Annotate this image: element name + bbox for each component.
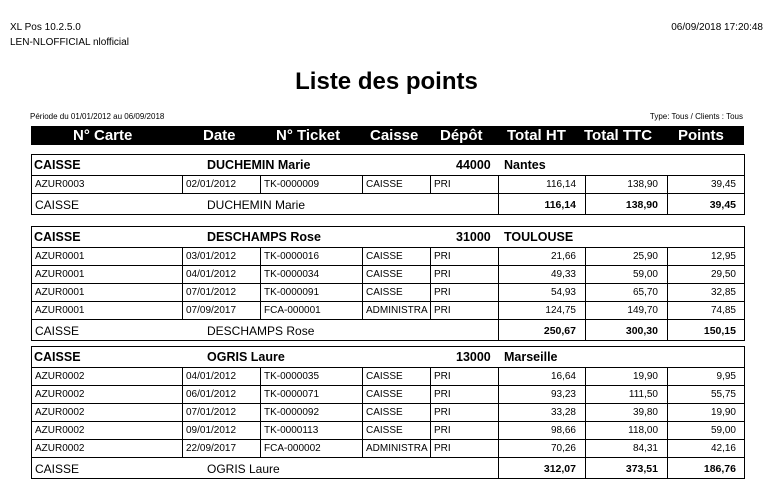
group-total-row [32, 194, 744, 214]
group-header [32, 347, 744, 368]
total-client-name: DESCHAMPS Rose [207, 324, 315, 338]
table-cell: 07/09/2017 [186, 305, 237, 316]
column-header: Total TTC [584, 127, 653, 144]
cell-divider [430, 284, 431, 301]
total-ht: 116,14 [544, 199, 576, 211]
total-ht: 250,67 [543, 325, 576, 337]
column-header: Dépôt [440, 127, 483, 144]
cell-divider [585, 302, 586, 319]
table-cell: CAISSE [366, 389, 403, 400]
column-header: N° Ticket [276, 127, 341, 144]
group-header [32, 155, 744, 176]
cell-divider [498, 320, 499, 340]
total-caisse-label: CAISSE [35, 462, 80, 476]
column-header: Points [678, 127, 724, 144]
print-datetime: 06/09/2018 17:20:48 [671, 22, 763, 33]
table-cell: 07/01/2012 [186, 407, 237, 418]
group-total-row [32, 320, 744, 340]
cell-divider [260, 440, 261, 457]
table-cell: 02/01/2012 [186, 179, 237, 190]
cell-divider [667, 386, 668, 403]
table-cell: 70,26 [550, 443, 576, 454]
table-cell: AZUR0001 [35, 251, 85, 262]
cell-divider [430, 422, 431, 439]
cell-divider [585, 386, 586, 403]
table-cell: TK-0000091 [264, 287, 320, 298]
group-caisse: CAISSE [34, 350, 81, 364]
cell-divider [362, 386, 363, 403]
cell-divider [362, 284, 363, 301]
table-row [32, 284, 744, 302]
table-cell: 22/09/2017 [186, 443, 237, 454]
table-cell: 04/01/2012 [186, 371, 237, 382]
cell-divider [362, 302, 363, 319]
group-postal-code: 13000 [456, 350, 491, 364]
total-points: 186,76 [703, 463, 736, 475]
table-row [32, 440, 744, 458]
cell-divider [585, 440, 586, 457]
column-header: Caisse [370, 127, 419, 144]
table-cell: 54,93 [550, 287, 576, 298]
column-header-bar [31, 126, 744, 145]
cell-divider [498, 458, 499, 478]
table-cell: 39,45 [710, 179, 736, 190]
cell-divider [667, 422, 668, 439]
report-filter: Type: Tous / Clients : Tous [649, 112, 743, 121]
table-cell: TK-0000034 [264, 269, 320, 280]
cell-divider [182, 284, 183, 301]
cell-divider [430, 386, 431, 403]
table-cell: 33,28 [550, 407, 576, 418]
table-cell: TK-0000035 [264, 371, 320, 382]
table-cell: AZUR0003 [35, 179, 85, 190]
group-city: Nantes [504, 158, 546, 172]
cell-divider [182, 422, 183, 439]
column-header: N° Carte [73, 127, 133, 144]
cell-divider [430, 266, 431, 283]
cell-divider [585, 266, 586, 283]
table-cell: 21,66 [550, 251, 576, 262]
cell-divider [430, 248, 431, 265]
group-city: TOULOUSE [504, 230, 574, 244]
table-cell: PRI [434, 269, 451, 280]
group-client-name: OGRIS Laure [207, 350, 285, 364]
table-row [32, 176, 744, 194]
cell-divider [362, 176, 363, 193]
group-header [32, 227, 744, 248]
total-ttc: 300,30 [625, 325, 658, 337]
cell-divider [667, 440, 668, 457]
user-line: LEN-NLOFFICIAL nlofficial [10, 37, 129, 48]
cell-divider [182, 266, 183, 283]
cell-divider [498, 302, 499, 319]
table-cell: CAISSE [366, 407, 403, 418]
table-cell: 19,90 [710, 407, 736, 418]
cell-divider [260, 404, 261, 421]
table-cell: CAISSE [366, 287, 403, 298]
cell-divider [430, 404, 431, 421]
cell-divider [430, 368, 431, 385]
cell-divider [585, 422, 586, 439]
cell-divider [498, 284, 499, 301]
table-row [32, 248, 744, 266]
table-cell: 124,75 [545, 305, 576, 316]
cell-divider [498, 176, 499, 193]
table-cell: AZUR0002 [35, 425, 85, 436]
table-cell: 116,14 [546, 179, 576, 190]
table-cell: 07/01/2012 [186, 287, 237, 298]
table-cell: AZUR0001 [35, 287, 85, 298]
cell-divider [182, 386, 183, 403]
cell-divider [498, 440, 499, 457]
cell-divider [498, 386, 499, 403]
cell-divider [182, 248, 183, 265]
table-cell: 74,85 [710, 305, 736, 316]
table-cell: 93,23 [550, 389, 576, 400]
cell-divider [498, 248, 499, 265]
table-cell: 16,64 [550, 371, 576, 382]
table-cell: TK-0000071 [264, 389, 320, 400]
cell-divider [498, 422, 499, 439]
table-cell: PRI [434, 371, 451, 382]
cell-divider [585, 194, 586, 214]
table-cell: CAISSE [366, 251, 403, 262]
cell-divider [362, 368, 363, 385]
column-header: Total HT [507, 127, 566, 144]
table-row [32, 404, 744, 422]
cell-divider [260, 176, 261, 193]
table-cell: CAISSE [366, 425, 403, 436]
table-cell: PRI [434, 251, 451, 262]
table-cell: AZUR0001 [35, 269, 85, 280]
table-cell: TK-0000113 [264, 425, 319, 436]
group-caisse: CAISSE [34, 230, 81, 244]
table-row [32, 386, 744, 404]
cell-divider [260, 248, 261, 265]
table-cell: PRI [434, 287, 451, 298]
cell-divider [362, 440, 363, 457]
table-cell: 42,16 [710, 443, 736, 454]
table-cell: 32,85 [710, 287, 736, 298]
cell-divider [585, 320, 586, 340]
table-cell: AZUR0002 [35, 407, 85, 418]
table-cell: PRI [434, 407, 451, 418]
cell-divider [430, 176, 431, 193]
group-caisse: CAISSE [34, 158, 81, 172]
table-row [32, 368, 744, 386]
table-cell: 111,50 [628, 389, 658, 400]
table-cell: 25,90 [632, 251, 658, 262]
cell-divider [430, 302, 431, 319]
cell-divider [498, 368, 499, 385]
cell-divider [667, 320, 668, 340]
table-cell: FCA-000001 [264, 305, 321, 316]
table-cell: ADMINISTRA [366, 305, 428, 316]
total-ttc: 373,51 [625, 463, 658, 475]
table-row [32, 266, 744, 284]
table-cell: 03/01/2012 [186, 251, 237, 262]
client-group [31, 346, 745, 479]
table-cell: 118,00 [628, 425, 658, 436]
cell-divider [430, 440, 431, 457]
cell-divider [498, 194, 499, 214]
cell-divider [585, 458, 586, 478]
table-row [32, 422, 744, 440]
total-points: 39,45 [709, 199, 736, 211]
cell-divider [585, 176, 586, 193]
table-cell: PRI [434, 179, 451, 190]
total-ttc: 138,90 [625, 199, 658, 211]
cell-divider [667, 284, 668, 301]
cell-divider [667, 176, 668, 193]
cell-divider [362, 404, 363, 421]
cell-divider [667, 404, 668, 421]
table-cell: 09/01/2012 [186, 425, 237, 436]
cell-divider [585, 368, 586, 385]
cell-divider [667, 368, 668, 385]
cell-divider [260, 284, 261, 301]
cell-divider [585, 248, 586, 265]
cell-divider [182, 368, 183, 385]
report-title: Liste des points [295, 68, 478, 95]
cell-divider [182, 404, 183, 421]
table-cell: AZUR0002 [35, 443, 85, 454]
cell-divider [260, 422, 261, 439]
table-cell: CAISSE [366, 179, 403, 190]
cell-divider [667, 248, 668, 265]
column-header: Date [203, 127, 236, 144]
table-cell: 138,90 [627, 179, 658, 190]
cell-divider [585, 404, 586, 421]
table-cell: 9,95 [716, 371, 736, 382]
group-postal-code: 44000 [456, 158, 491, 172]
total-caisse-label: CAISSE [35, 198, 80, 212]
cell-divider [667, 302, 668, 319]
cell-divider [362, 248, 363, 265]
report-period: Période du 01/01/2012 au 06/09/2018 [30, 112, 165, 121]
cell-divider [498, 404, 499, 421]
table-cell: 49,33 [550, 269, 576, 280]
table-cell: 29,50 [710, 269, 736, 280]
table-cell: CAISSE [366, 269, 403, 280]
table-cell: PRI [434, 389, 451, 400]
total-points: 150,15 [703, 325, 736, 337]
client-group [31, 154, 745, 215]
client-group [31, 226, 745, 341]
table-cell: 04/01/2012 [186, 269, 237, 280]
table-cell: PRI [434, 443, 451, 454]
table-cell: AZUR0001 [35, 305, 85, 316]
group-total-row [32, 458, 744, 478]
cell-divider [667, 266, 668, 283]
table-cell: TK-0000016 [264, 251, 320, 262]
total-ht: 312,07 [543, 463, 576, 475]
table-cell: TK-0000092 [264, 407, 320, 418]
table-cell: 59,00 [710, 425, 736, 436]
cell-divider [260, 386, 261, 403]
group-city: Marseille [504, 350, 558, 364]
table-cell: AZUR0002 [35, 371, 85, 382]
cell-divider [182, 176, 183, 193]
cell-divider [182, 440, 183, 457]
group-client-name: DESCHAMPS Rose [207, 230, 321, 244]
table-cell: 39,80 [632, 407, 658, 418]
cell-divider [362, 422, 363, 439]
cell-divider [498, 266, 499, 283]
table-cell: ADMINISTRA [366, 443, 428, 454]
cell-divider [182, 302, 183, 319]
cell-divider [667, 194, 668, 214]
app-title: XL Pos 10.2.5.0 [10, 22, 81, 33]
table-cell: CAISSE [366, 371, 403, 382]
group-client-name: DUCHEMIN Marie [207, 158, 311, 172]
total-client-name: DUCHEMIN Marie [207, 198, 306, 212]
group-postal-code: 31000 [456, 230, 491, 244]
table-row [32, 302, 744, 320]
cell-divider [260, 266, 261, 283]
table-cell: 12,95 [710, 251, 736, 262]
table-cell: 19,90 [632, 371, 658, 382]
table-cell: TK-0000009 [264, 179, 320, 190]
table-cell: PRI [434, 425, 451, 436]
cell-divider [260, 302, 261, 319]
table-cell: PRI [434, 305, 451, 316]
table-cell: 84,31 [632, 443, 658, 454]
table-cell: 65,70 [632, 287, 658, 298]
table-cell: FCA-000002 [264, 443, 321, 454]
table-cell: AZUR0002 [35, 389, 85, 400]
table-cell: 06/01/2012 [186, 389, 237, 400]
cell-divider [362, 266, 363, 283]
table-cell: 149,70 [627, 305, 658, 316]
cell-divider [667, 458, 668, 478]
total-client-name: OGRIS Laure [207, 462, 280, 476]
total-caisse-label: CAISSE [35, 324, 80, 338]
cell-divider [585, 284, 586, 301]
table-cell: 98,66 [550, 425, 576, 436]
cell-divider [260, 368, 261, 385]
table-cell: 59,00 [632, 269, 658, 280]
table-cell: 55,75 [710, 389, 736, 400]
